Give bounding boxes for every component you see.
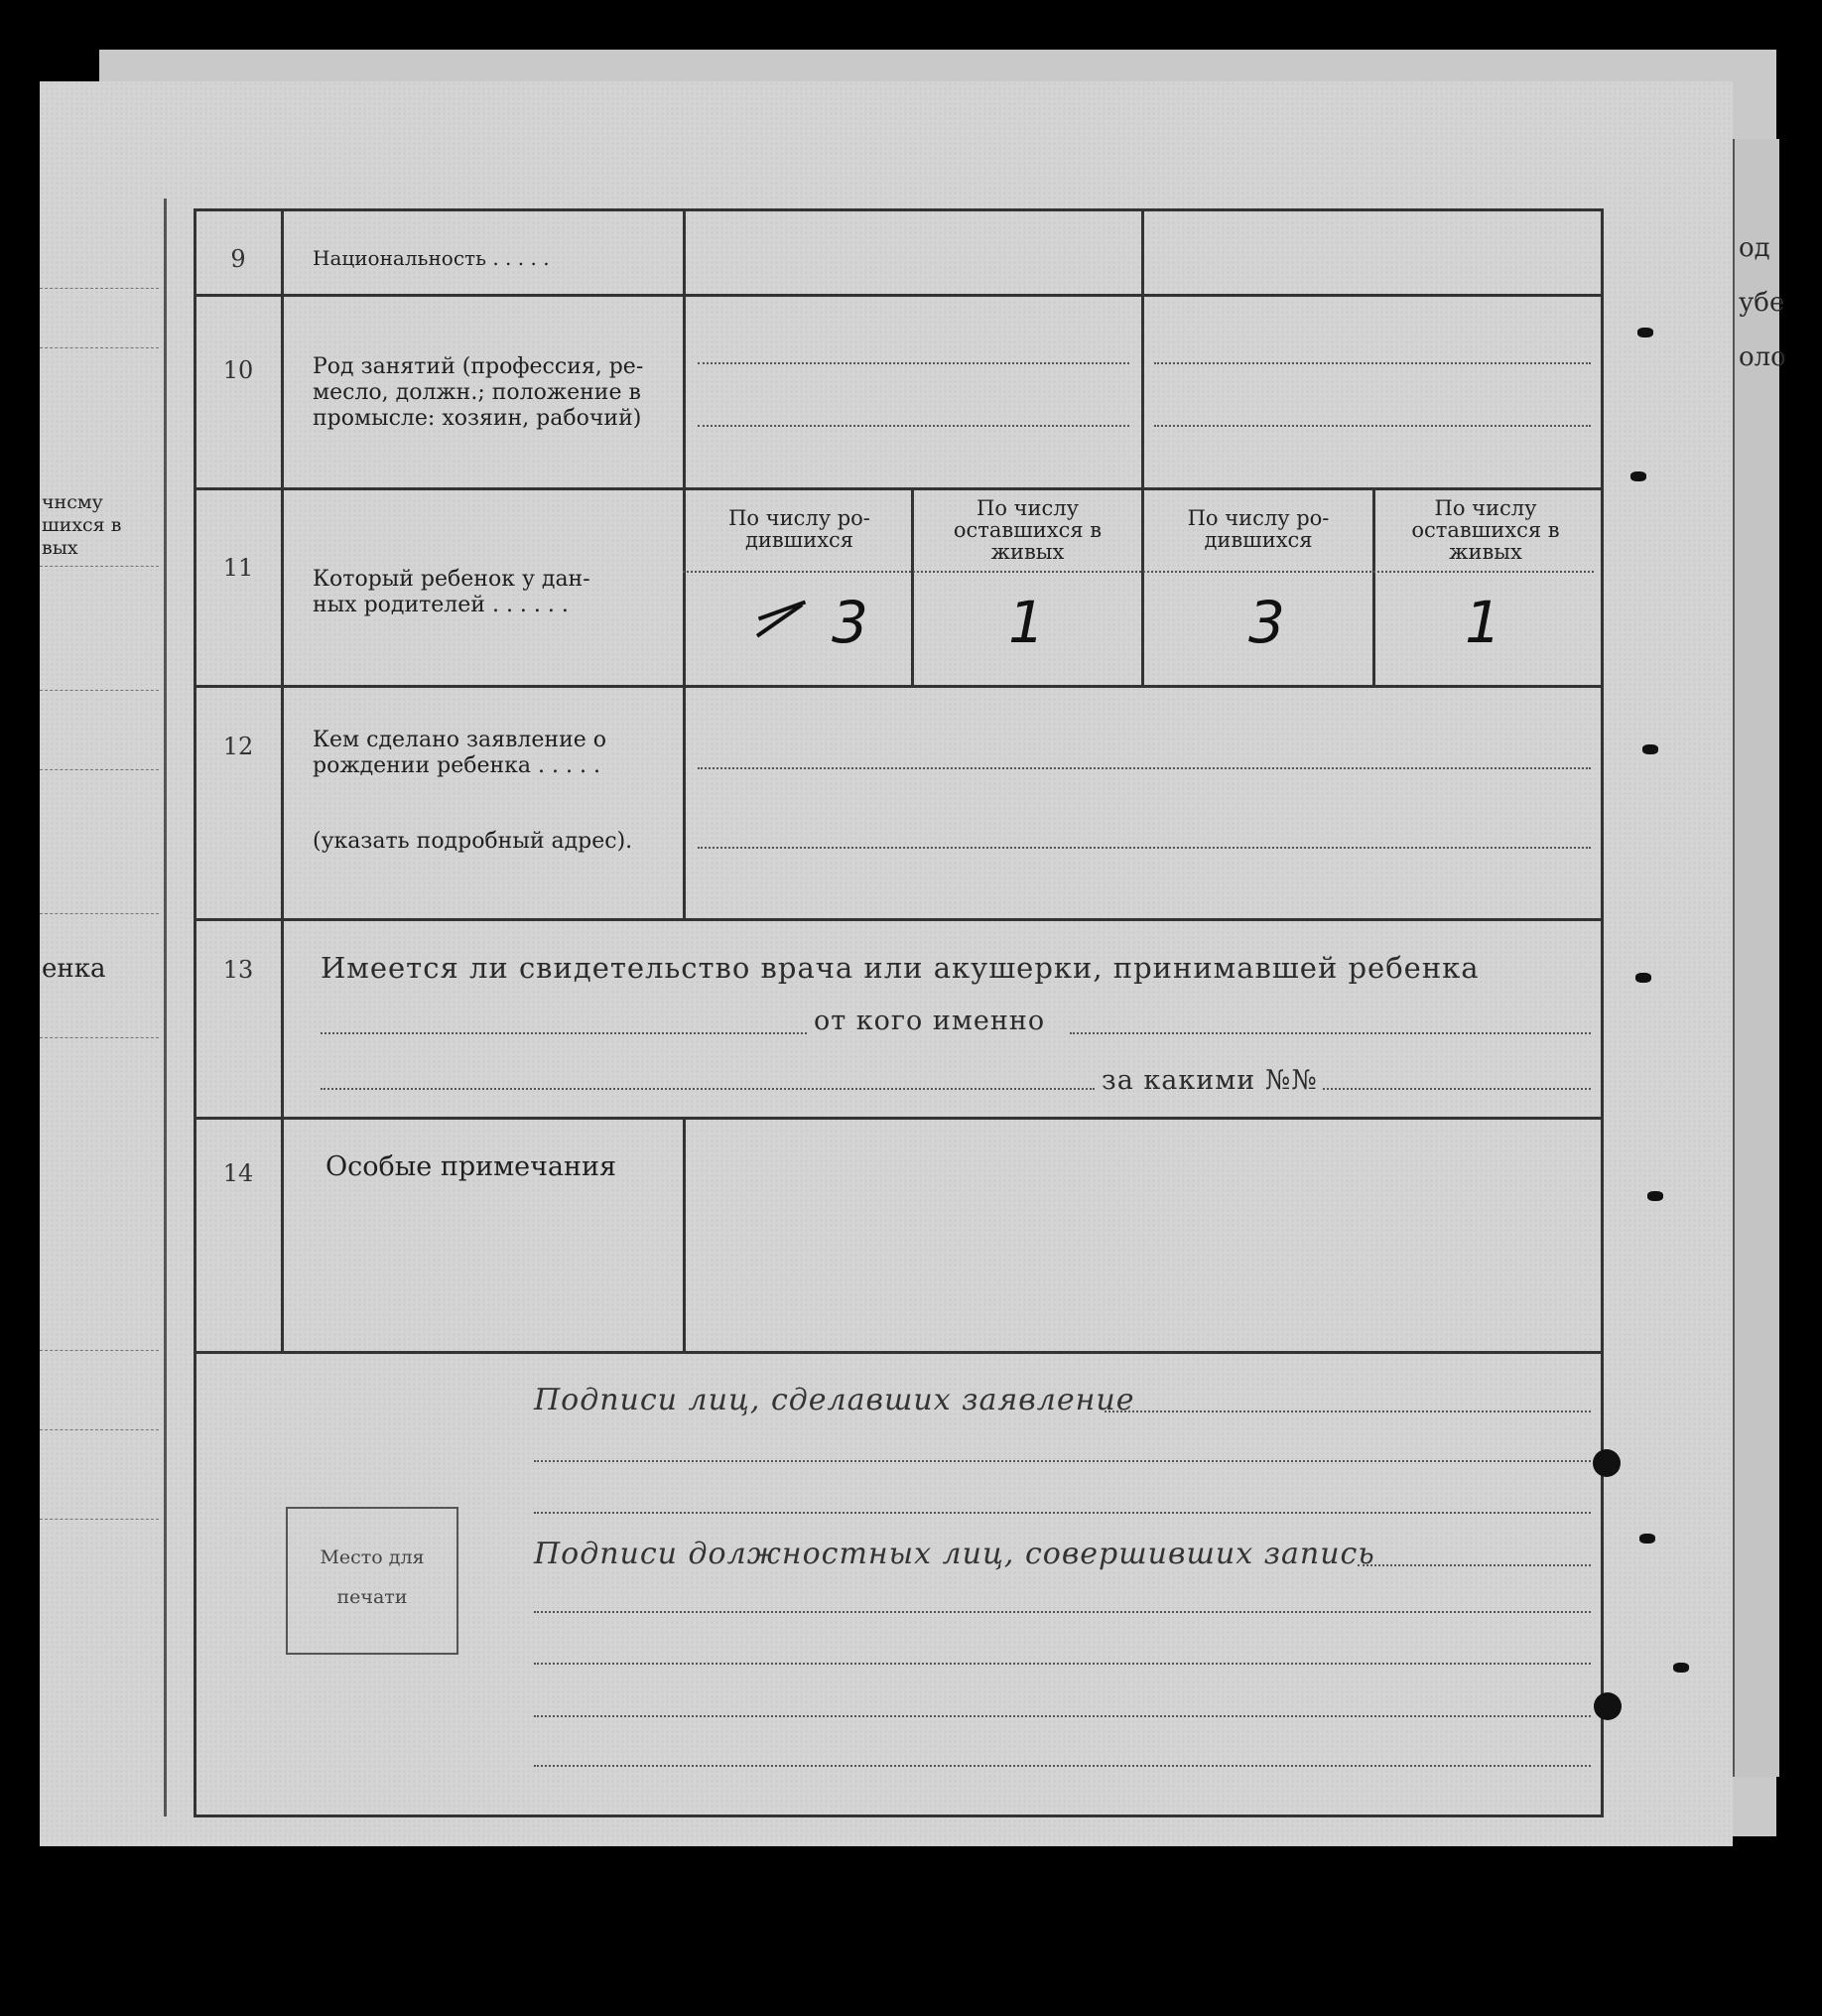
fill-line	[1070, 1032, 1591, 1034]
row-number: 12	[222, 733, 254, 760]
ink-speck	[1642, 744, 1658, 754]
signature-label-applicants: Подписи лиц, сделавших заявление	[534, 1383, 1135, 1417]
fill-line	[321, 1088, 1095, 1090]
stamp-placeholder	[286, 1507, 458, 1655]
divider	[40, 1519, 159, 1520]
row-divider	[196, 1117, 1601, 1120]
ink-speck	[1630, 471, 1646, 481]
col-header-born: По числу ро- дившихся	[1187, 506, 1330, 552]
side-fragment: оло	[1739, 342, 1786, 372]
fill-line	[534, 1460, 1591, 1462]
fill-line	[1358, 1564, 1591, 1566]
row-divider	[196, 487, 1601, 490]
fill-line	[698, 767, 1591, 769]
ink-speck	[1639, 1534, 1655, 1544]
fill-line	[534, 1611, 1591, 1613]
fill-line	[698, 362, 1129, 364]
row-divider	[196, 1351, 1601, 1354]
divider	[40, 347, 159, 348]
divider	[40, 288, 159, 289]
row-label-remarks: Особые примечания	[325, 1151, 617, 1182]
row-number: 13	[222, 956, 254, 984]
divider	[40, 1350, 159, 1351]
fill-line	[1105, 1411, 1591, 1412]
col-header-surviving: По числу оставшихся в живых	[953, 496, 1103, 564]
underlying-page-left-strip	[40, 199, 167, 1816]
fill-line	[698, 847, 1591, 849]
ink-speck	[1637, 328, 1653, 337]
row-number: 9	[230, 245, 246, 273]
row-divider	[196, 918, 1601, 921]
row-text-from-whom: от кого именно	[814, 1006, 1046, 1036]
underlying-page-strip	[1733, 139, 1786, 1777]
row-label-occupation: Род занятий (профессия, ре- месло, должн.; положение в промысле: хозяин, рабочий)	[313, 354, 644, 431]
handwritten-value: 1	[1465, 589, 1501, 656]
side-fragment: вых	[42, 537, 78, 559]
stamp-label: Место для	[320, 1546, 425, 1568]
stamp-label: печати	[336, 1586, 408, 1608]
col-divider	[683, 1117, 686, 1351]
ink-speck	[1647, 1191, 1663, 1201]
ink-speck	[1673, 1663, 1689, 1673]
handwritten-value: 3	[832, 589, 868, 656]
row-number: 11	[222, 554, 254, 582]
row-divider	[196, 294, 1601, 297]
fill-line	[698, 425, 1129, 427]
registration-form-table	[194, 208, 1604, 1817]
divider	[40, 1037, 159, 1038]
side-fragment: шихся в	[42, 514, 122, 536]
fill-line	[1154, 425, 1591, 427]
row-divider	[196, 685, 1601, 688]
row-sublabel-address: (указать подробный адрес).	[313, 829, 633, 854]
side-fragment: убе	[1739, 288, 1785, 318]
fill-line	[534, 1715, 1591, 1717]
col-header-surviving: По числу оставшихся в живых	[1411, 496, 1560, 564]
fill-line	[534, 1512, 1591, 1514]
col-divider	[1141, 211, 1144, 685]
punch-hole	[1593, 1449, 1621, 1477]
col-divider	[683, 211, 686, 685]
row-label-declarant: Кем сделано заявление о рождении ребенка . . . . .	[313, 728, 606, 778]
row-label-child-order: Который ребенок у дан- ных родителей . . . . . .	[313, 567, 590, 617]
divider	[40, 769, 159, 770]
col-header-born: По числу ро- дившихся	[728, 506, 870, 552]
divider	[40, 690, 159, 691]
handwritten-value: 3	[1248, 589, 1285, 656]
row-text-numbers: за какими №№	[1102, 1065, 1318, 1096]
divider	[40, 566, 159, 567]
col-divider	[281, 211, 284, 1351]
signature-label-officials: Подписи должностных лиц, совершивших запись	[534, 1537, 1375, 1571]
fill-line	[1323, 1088, 1591, 1090]
row-number: 10	[222, 356, 254, 384]
handwritten-value: 1	[1008, 589, 1045, 656]
side-fragment: чнсму	[42, 491, 103, 513]
col-divider	[683, 685, 686, 918]
header-divider	[683, 571, 1594, 573]
side-fragment: енка	[42, 954, 106, 984]
divider	[40, 1429, 159, 1430]
fill-line	[321, 1032, 807, 1034]
row-text-certificate: Имеется ли свидетельство врача или акушерки, принимавшей ребенка	[321, 951, 1480, 985]
row-label-nationality: Национальность . . . . .	[313, 246, 550, 270]
fill-line	[534, 1663, 1591, 1665]
ink-speck	[1635, 973, 1651, 983]
divider	[40, 913, 159, 914]
fill-line	[1154, 362, 1591, 364]
side-fragment: од	[1739, 233, 1770, 263]
row-number: 14	[222, 1159, 254, 1187]
punch-hole	[1594, 1692, 1622, 1720]
fill-line	[534, 1765, 1591, 1767]
